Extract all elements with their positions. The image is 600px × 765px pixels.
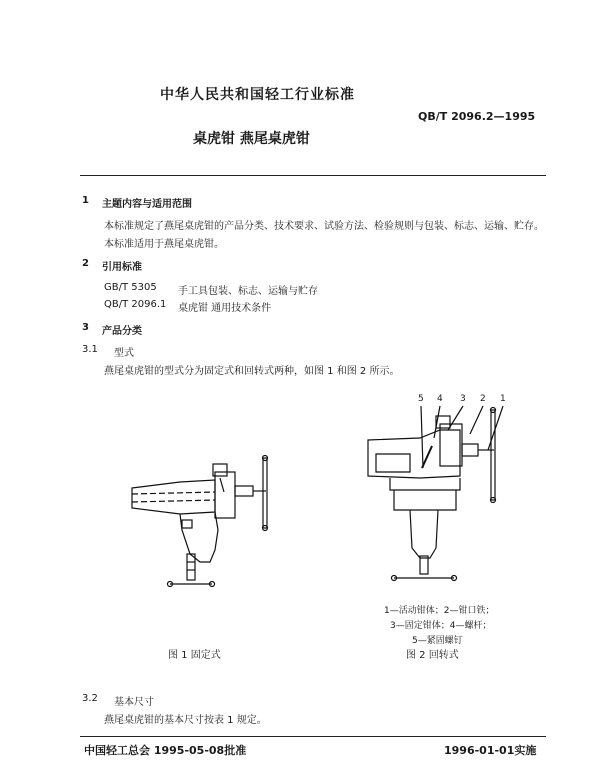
legend-line-3: 5—紧固螺钉 xyxy=(412,636,463,646)
subsection-3-2-para: 燕尾桌虎钳的基本尺寸按表 1 规定。 xyxy=(104,715,267,726)
subsection-3-1-title: 型式 xyxy=(114,348,134,359)
section-1-title: 主题内容与适用范围 xyxy=(102,199,192,210)
section-1-para-2: 本标准适用于燕尾桌虎钳。 xyxy=(104,239,224,250)
ref-1-name: 手工具包装、标志、运输与贮存 xyxy=(178,286,318,297)
callout-1: 1 xyxy=(500,394,506,404)
callout-3: 3 xyxy=(460,394,466,404)
footer-effective: 1996-01-01实施 xyxy=(444,744,537,757)
standard-code: QB/T 2096.2—1995 xyxy=(418,110,536,123)
org-title: 中华人民共和国轻工行业标准 xyxy=(160,87,355,103)
ref-2-code: QB/T 2096.1 xyxy=(104,299,167,310)
figure-2-swivel-vise xyxy=(360,398,540,598)
legend-line-2: 3—固定钳体；4—螺杆； xyxy=(390,621,492,631)
callout-4: 4 xyxy=(437,394,443,404)
figure-1-caption: 图 1 固定式 xyxy=(168,650,221,661)
section-3-number: 3 xyxy=(82,322,89,333)
section-3-title: 产品分类 xyxy=(102,326,142,337)
footer-issuer: 中国轻工总会 1995-05-08批准 xyxy=(84,744,247,757)
subsection-3-1-para: 燕尾桌虎钳的型式分为固定式和回转式两种，如图 1 和图 2 所示。 xyxy=(104,366,400,377)
footer-rule xyxy=(80,736,546,737)
section-1-number: 1 xyxy=(82,195,89,206)
section-2-title: 引用标准 xyxy=(102,262,142,273)
section-1-para-1: 本标准规定了燕尾桌虎钳的产品分类、技术要求、试验方法、检验规则与包装、标志、运输、贮存。 xyxy=(104,221,544,232)
section-2-number: 2 xyxy=(82,258,89,269)
subsection-3-2-title: 基本尺寸 xyxy=(114,697,154,708)
ref-1-code: GB/T 5305 xyxy=(104,282,157,293)
figure-1-fixed-vise xyxy=(120,450,290,610)
subsection-3-2-number: 3.2 xyxy=(82,693,98,704)
callout-5: 5 xyxy=(418,394,424,404)
header-rule xyxy=(80,175,546,176)
figure-2-caption: 图 2 回转式 xyxy=(406,650,459,661)
callout-2: 2 xyxy=(480,394,486,404)
doc-title: 桌虎钳 燕尾桌虎钳 xyxy=(193,131,310,147)
legend-line-1: 1—活动钳体；2—钳口铁； xyxy=(384,606,495,616)
subsection-3-1-number: 3.1 xyxy=(82,344,98,355)
ref-2-name: 桌虎钳 通用技术条件 xyxy=(178,303,272,314)
